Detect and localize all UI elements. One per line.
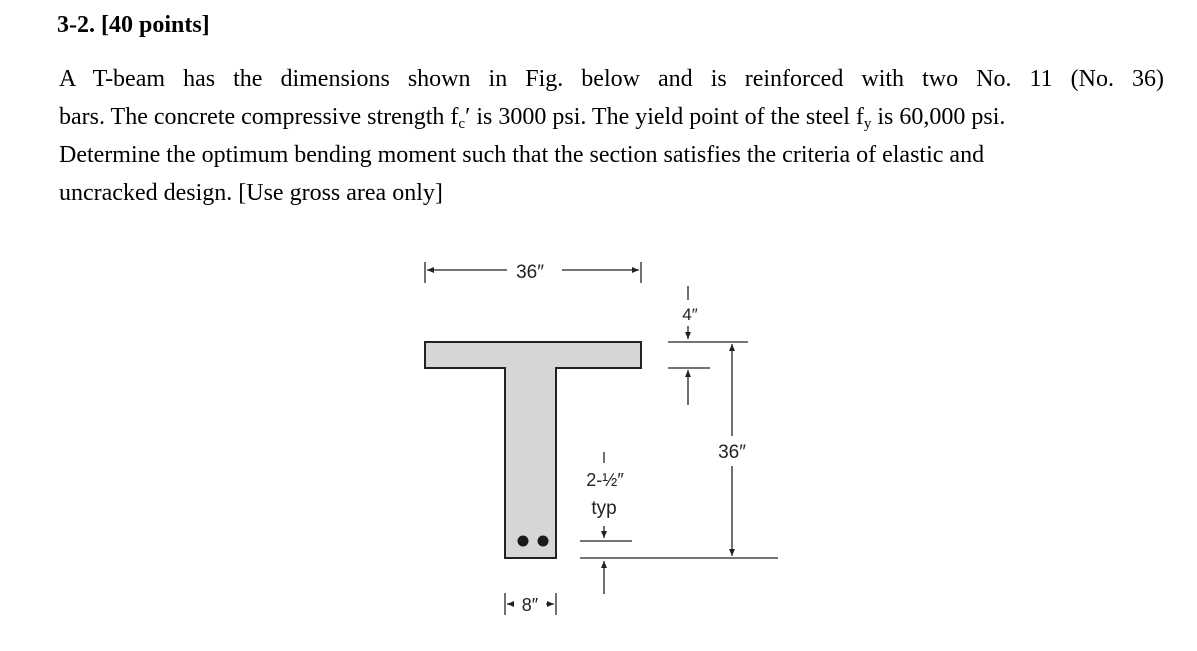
problem-line-3: Determine the optimum bending moment such that the section satisfies the criteria of elastic and	[59, 142, 985, 168]
problem-line-4: uncracked design. [Use gross area only]	[59, 180, 443, 206]
subscript-c: c	[458, 116, 466, 132]
rebar-2	[538, 536, 549, 547]
total-depth-dimension	[580, 344, 778, 558]
problem-heading: 3-2. [40 points]	[57, 12, 210, 38]
flange-width-label: 36″	[516, 262, 544, 283]
problem-line-1: A T-beam has the dimensions shown in Fig. below and is reinforced with two No. 11 (No. 36)	[59, 66, 1164, 92]
total-depth-label: 36″	[718, 442, 746, 463]
flange-thickness-label: 4″	[682, 305, 698, 324]
problem-line-2: bars. The concrete compressive strength $f_c'$ is 3000 psi. The yield point of the steel $f_y$ is 60,000 psi.	[59, 104, 1006, 132]
subscript-y: y	[863, 116, 872, 132]
t-beam-section	[425, 342, 641, 558]
cover-label: 2-½″	[586, 470, 624, 490]
cover-typ-label: typ	[591, 498, 617, 519]
web-width-label: 8″	[521, 595, 539, 615]
flange-thickness-dimension	[668, 286, 748, 405]
rebar-1	[518, 536, 529, 547]
